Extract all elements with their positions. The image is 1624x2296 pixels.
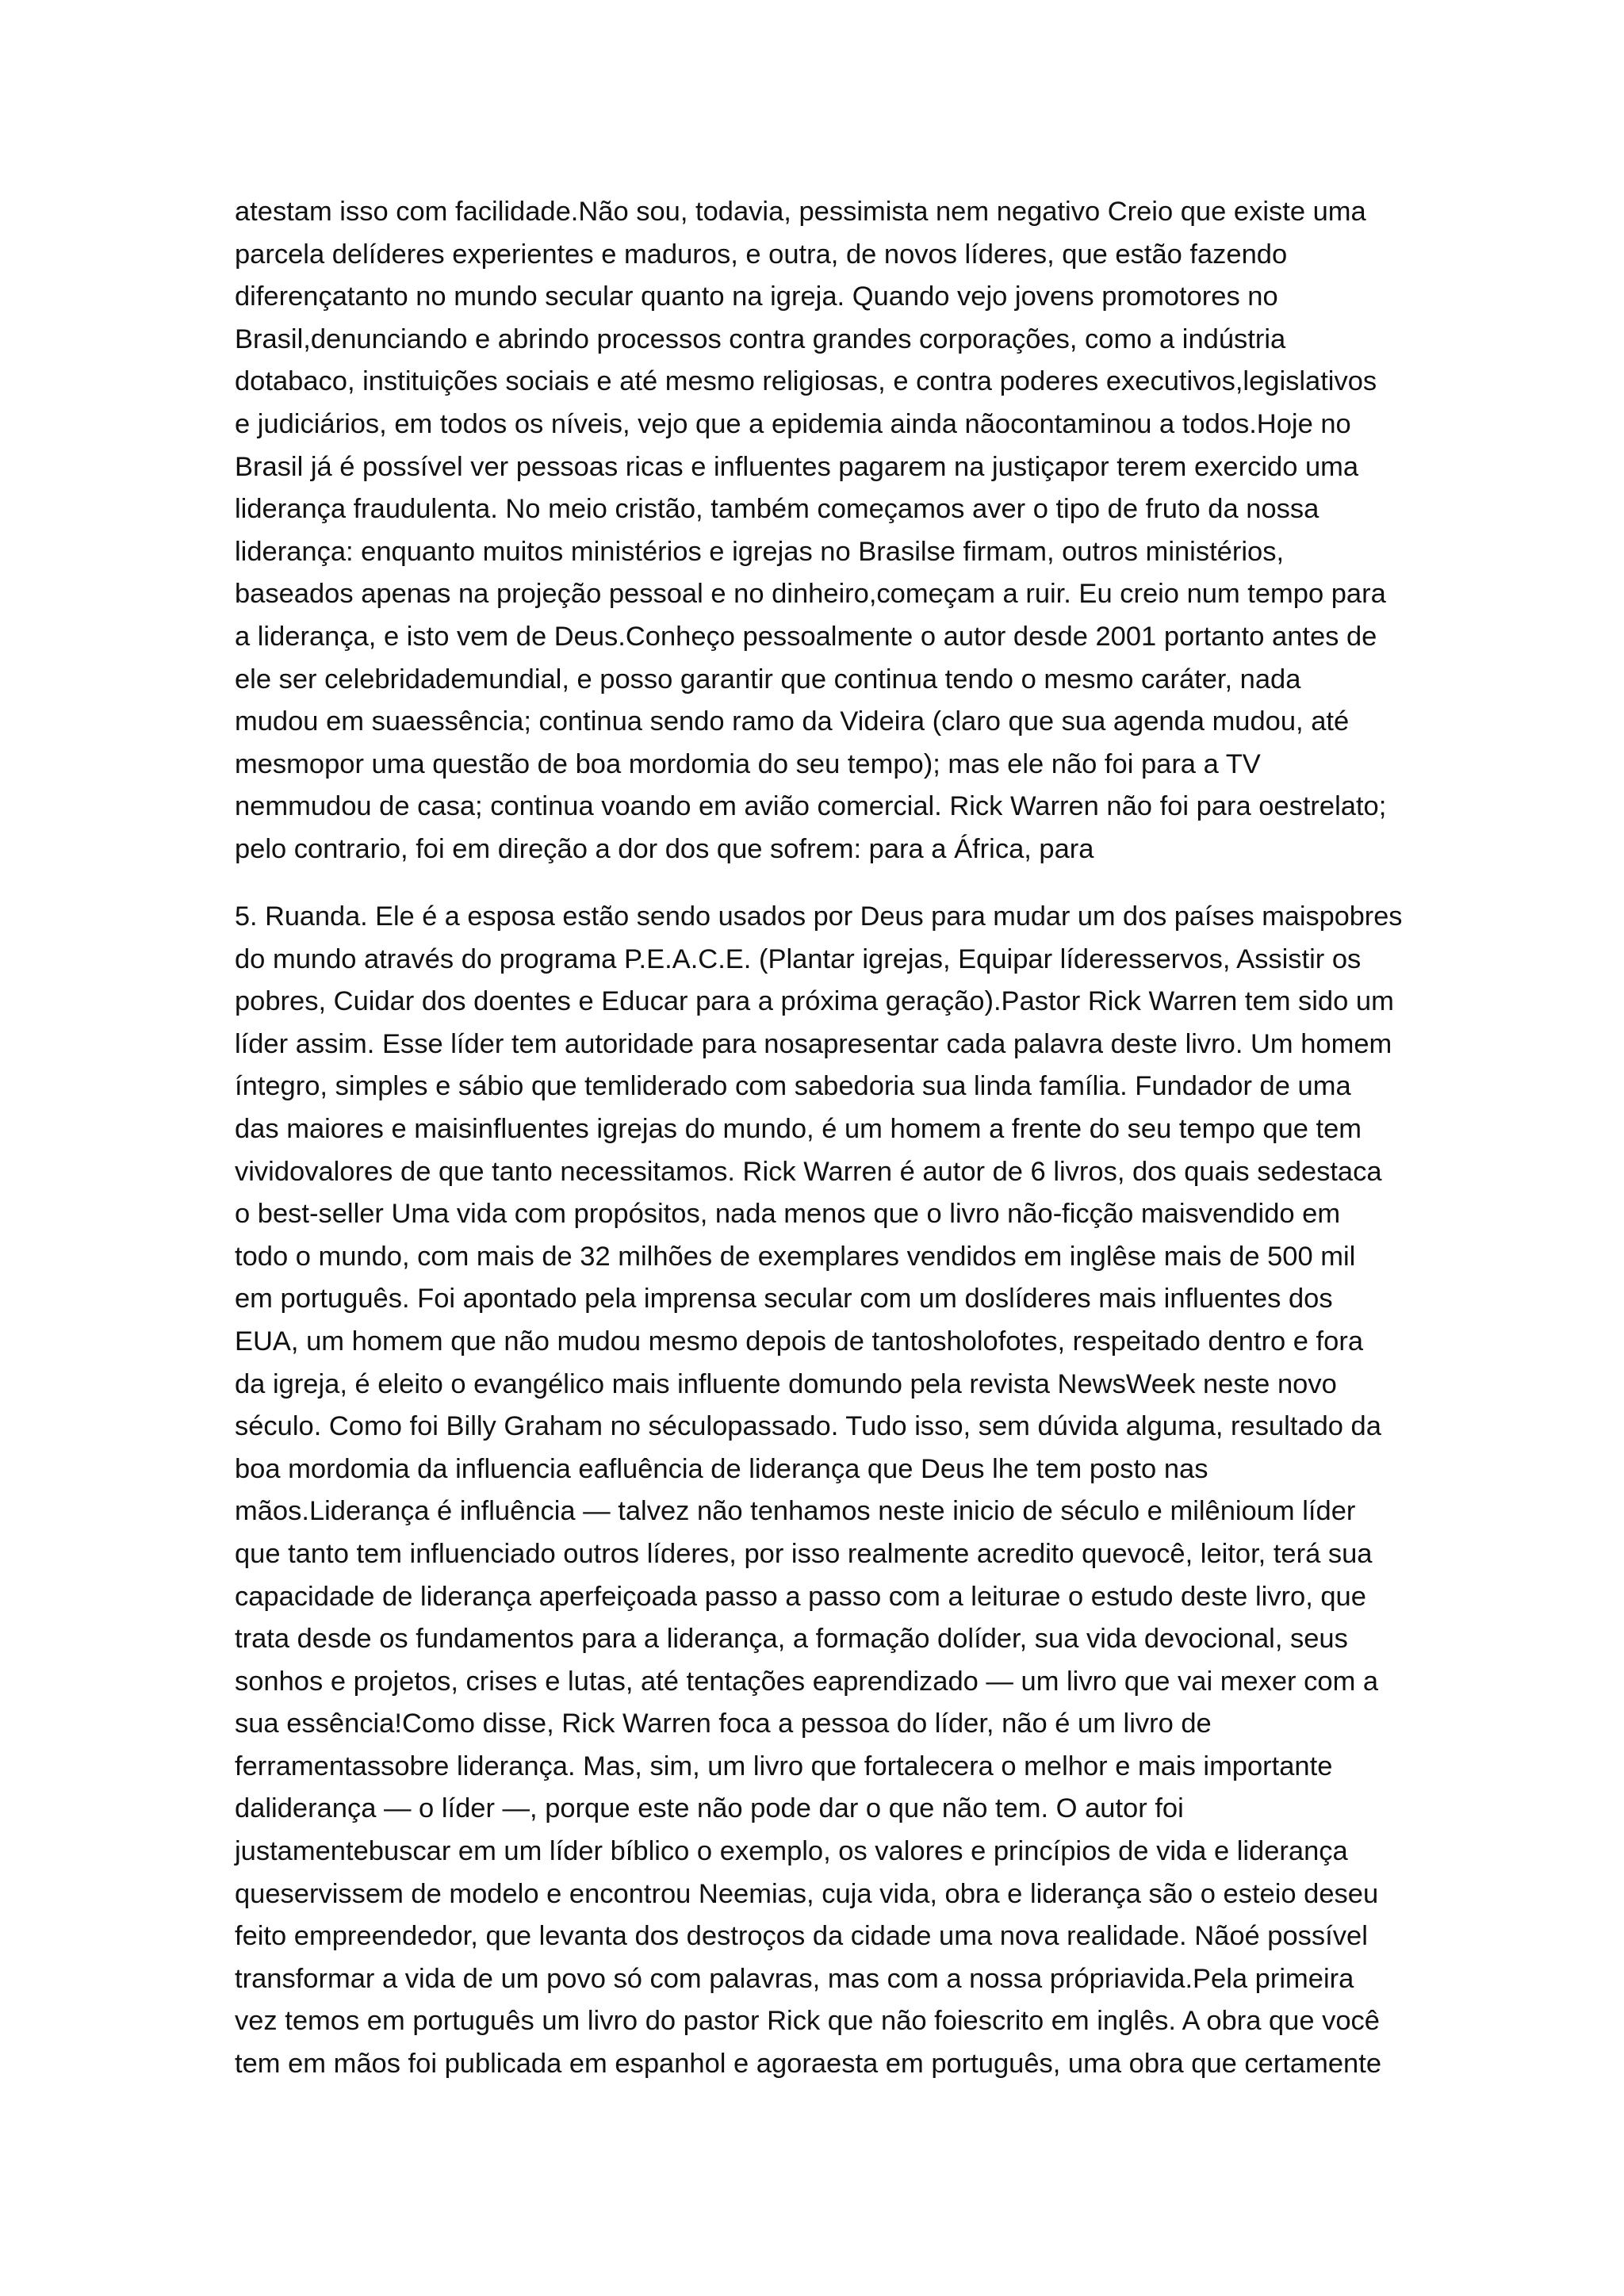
text-line: pelo contrario, foi em direção a dor dos que sofrem: para a África, para (235, 833, 1094, 864)
text-line: o best-seller Uma vida com propósitos, nada menos que o livro não-ficção maisvendido em (235, 1199, 1341, 1230)
text-line: tem em mãos foi publicada em espanhol e agoraesta em português, uma obra que certamente (235, 2049, 1382, 2080)
text-line: vez temos em português um livro do pastor Rick que não foiescrito em inglês. A obra que você (235, 2006, 1380, 2037)
text-line: dotabaco, instituições sociais e até mesmo religiosas, e contra poderes executivos,legislativos (235, 366, 1377, 397)
text-line: EUA, um homem que não mudou mesmo depois de tantosholofotes, respeitado dentro e fora (235, 1326, 1364, 1357)
text-line: sua essência!Como disse, Rick Warren foca a pessoa do líder, não é um livro de (235, 1709, 1212, 1739)
text-line: a liderança, e isto vem de Deus.Conheço pessoalmente o autor desde 2001 portanto antes de (235, 621, 1377, 652)
text-line: ele ser celebridademundial, e posso garantir que continua tendo o mesmo caráter, nada (235, 664, 1301, 695)
text-line: atestam isso com facilidade.Não sou, todavia, pessimista nem negativo Creio que existe uma (235, 197, 1366, 227)
paragraph-2 (235, 896, 1408, 2086)
text-line: que tanto tem influenciado outros líderes, por isso realmente acredito quevocê, leitor, terá sua (235, 1538, 1373, 1569)
text-line: daliderança — o líder —, porque este não pode dar o que não tem. O autor foi (235, 1793, 1184, 1824)
text-line: e judiciários, em todos os níveis, vejo que a epidemia ainda nãocontaminou a todos.Hoje no (235, 408, 1351, 439)
text-line: pobres, Cuidar dos doentes e Educar para a próxima geração).Pastor Rick Warren tem sido um (235, 986, 1394, 1017)
text-line: trata desde os fundamentos para a liderança, a formação dolíder, sua vida devocional, seus (235, 1624, 1348, 1655)
text-line: em português. Foi apontado pela imprensa secular com um doslíderes mais influentes dos (235, 1284, 1333, 1314)
text-line: todo o mundo, com mais de 32 milhões de exemplares vendidos em inglêse mais de 500 mil (235, 1241, 1356, 1272)
text-line: diferençatanto no mundo secular quanto na igreja. Quando vejo jovens promotores no (235, 281, 1278, 312)
text-line: liderança fraudulenta. No meio cristão, também começamos aver o tipo de fruto da nossa (235, 494, 1320, 525)
text-line: íntegro, simples e sábio que temliderado com sabedoria sua linda família. Fundador de uma (235, 1071, 1351, 1102)
text-line: século. Como foi Billy Graham no séculopassado. Tudo isso, sem dúvida alguma, resultado da (235, 1411, 1381, 1442)
text-line: feito empreendedor, que levanta dos destroços da cidade uma nova realidade. Nãoé possível (235, 1921, 1368, 1952)
text-line: vividovalores de que tanto necessitamos. Rick Warren é autor de 6 livros, dos quais sedestaca (235, 1156, 1382, 1187)
text-line: mesmopor uma questão de boa mordomia do seu tempo); mas ele não foi para a TV (235, 748, 1261, 779)
text-line: 5. Ruanda. Ele é a esposa estão sendo usados por Deus para mudar um dos países maispobres (235, 901, 1403, 932)
text-line: do mundo através do programa P.E.A.C.E. (Plantar igrejas, Equipar líderesservos, Assistir os (235, 943, 1362, 974)
text-line: mudou em suaessência; continua sendo ramo da Videira (claro que sua agenda mudou, até (235, 706, 1350, 737)
text-line: líder assim. Esse líder tem autoridade para nosapresentar cada palavra deste livro. Um homem (235, 1028, 1392, 1059)
text-line: das maiores e maisinfluentes igrejas do mundo, é um homem a frente do seu tempo que tem (235, 1113, 1362, 1144)
text-line: mãos.Liderança é influência — talvez não tenhamos neste inicio de século e milênioum líder (235, 1496, 1356, 1527)
text-line: da igreja, é eleito o evangélico mais influente domundo pela revista NewsWeek neste novo (235, 1368, 1337, 1399)
text-line: Brasil,denunciando e abrindo processos contra grandes corporações, como a indústria (235, 323, 1286, 354)
text-line: ferramentassobre liderança. Mas, sim, um livro que fortalecera o melhor e mais importante (235, 1751, 1333, 1781)
text-line: boa mordomia da influencia eafluência de liderança que Deus lhe tem posto nas (235, 1453, 1208, 1484)
text-line: sonhos e projetos, crises e lutas, até tentações eaprendizado — um livro que vai mexer com a (235, 1666, 1379, 1697)
text-line: baseados apenas na projeção pessoal e no dinheiro,começam a ruir. Eu creio num tempo para (235, 579, 1386, 610)
text-line: nemmudou de casa; continua voando em avião comercial. Rick Warren não foi para oestrelato; (235, 791, 1387, 822)
text-line: capacidade de liderança aperfeiçoada passo a passo com a leiturae o estudo deste livro, que (235, 1581, 1366, 1612)
text-line: queservissem de modelo e encontrou Neemias, cuja vida, obra e liderança são o esteio deseu (235, 1878, 1379, 1909)
text-line: transformar a vida de um povo só com palavras, mas com a nossa própriavida.Pela primeira (235, 1963, 1354, 1994)
text-line: Brasil já é possível ver pessoas ricas e influentes pagarem na justiçapor terem exercido uma (235, 451, 1359, 482)
text-line: liderança: enquanto muitos ministérios e igrejas no Brasilse firmam, outros ministérios, (235, 536, 1285, 567)
paragraph-1 (235, 191, 1408, 871)
text-line: justamentebuscar em um líder bíblico o exemplo, os valores e princípios de vida e liderança (235, 1836, 1348, 1867)
text-line: parcela delíderes experientes e maduros, e outra, de novos líderes, que estão fazendo (235, 239, 1288, 270)
